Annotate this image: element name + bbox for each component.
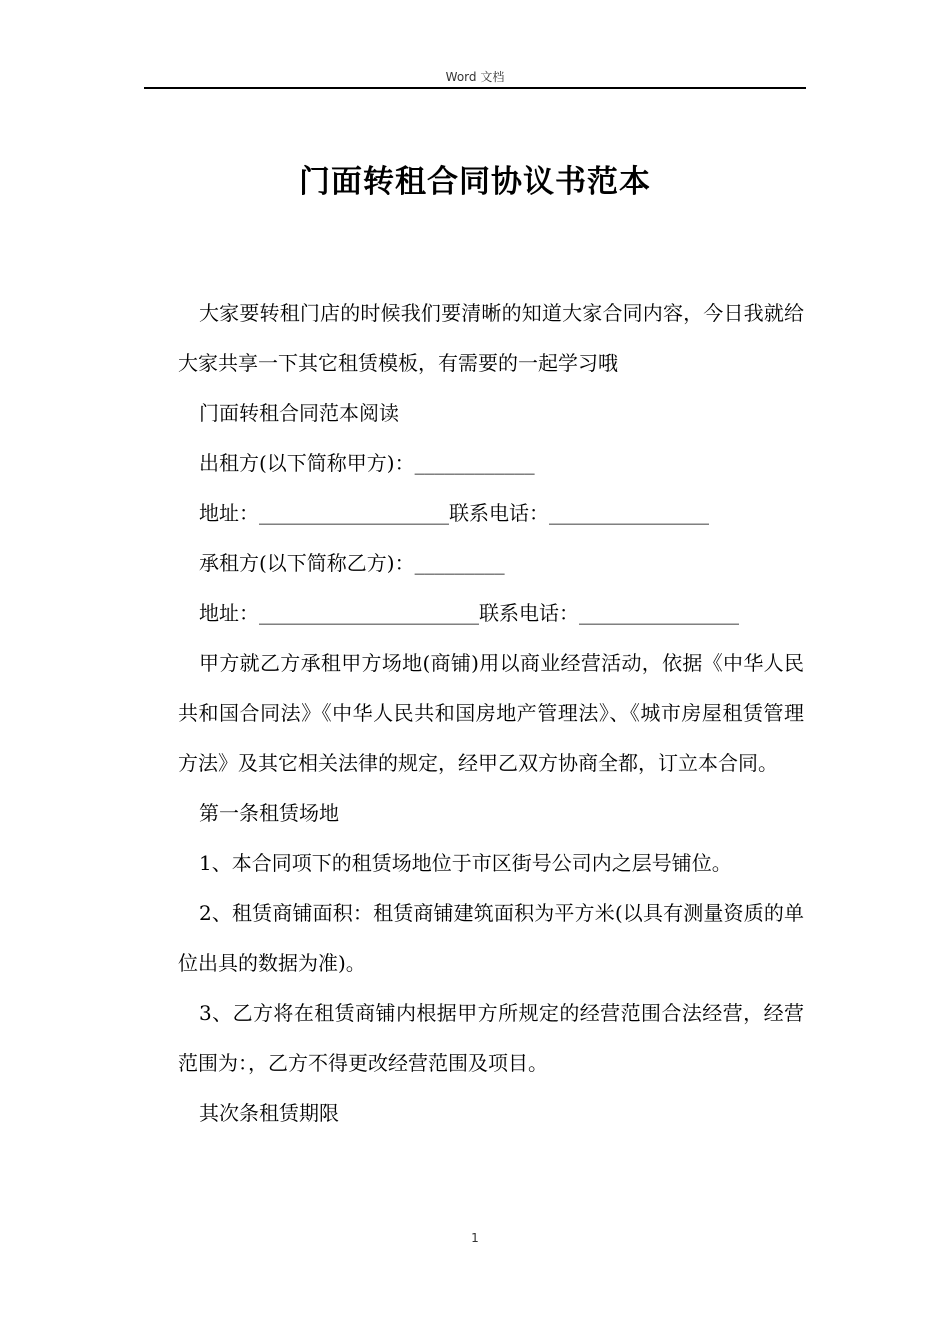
section-heading-2: 其次条租赁期限 (199, 1101, 339, 1125)
document-body (178, 288, 804, 1138)
paragraph-lessee-address: 地址：______________________联系电话：________________ (199, 601, 739, 625)
paragraph-subtitle: 门面转租合同范本阅读 (199, 401, 399, 425)
header-divider (144, 87, 806, 89)
section-heading-1: 第一条租赁场地 (199, 801, 339, 825)
paragraph-intro: 大家要转租门店的时候我们要清晰的知道大家合同内容，今日我就给大家共享一下其它租赁模板，有需要的一起学习哦 (178, 301, 804, 375)
clause-1-2: 2、租赁商铺面积：租赁商铺建筑面积为平方米(以具有测量资质的单位出具的数据为准)。 (178, 901, 804, 975)
paragraph-lessor-address: 地址：___________________联系电话：________________ (199, 501, 709, 525)
paragraph-preamble: 甲方就乙方承租甲方场地(商铺)用以商业经营活动，依据《中华人民共和国合同法》《中华人民共和国房地产管理法》、《城市房屋租赁管理方法》及其它相关法律的规定，经甲乙双方协商全都，订立本合同。 (178, 651, 804, 775)
clause-1-1: 1、本合同项下的租赁场地位于市区街号公司内之层号铺位。 (199, 851, 732, 875)
page-number: 1 (471, 1231, 479, 1245)
paragraph-lessor: 出租方(以下简称甲方)：____________ (199, 451, 535, 475)
clause-1-3: 3、乙方将在租赁商铺内根据甲方所规定的经营范围合法经营，经营范围为：，乙方不得更改经营范围及项目。 (178, 1001, 804, 1075)
paragraph-lessee: 承租方(以下简称乙方)：_________ (199, 551, 505, 575)
page-header: Word 文档 (445, 70, 505, 84)
document-title: 门面转租合同协议书范本 (299, 164, 651, 200)
